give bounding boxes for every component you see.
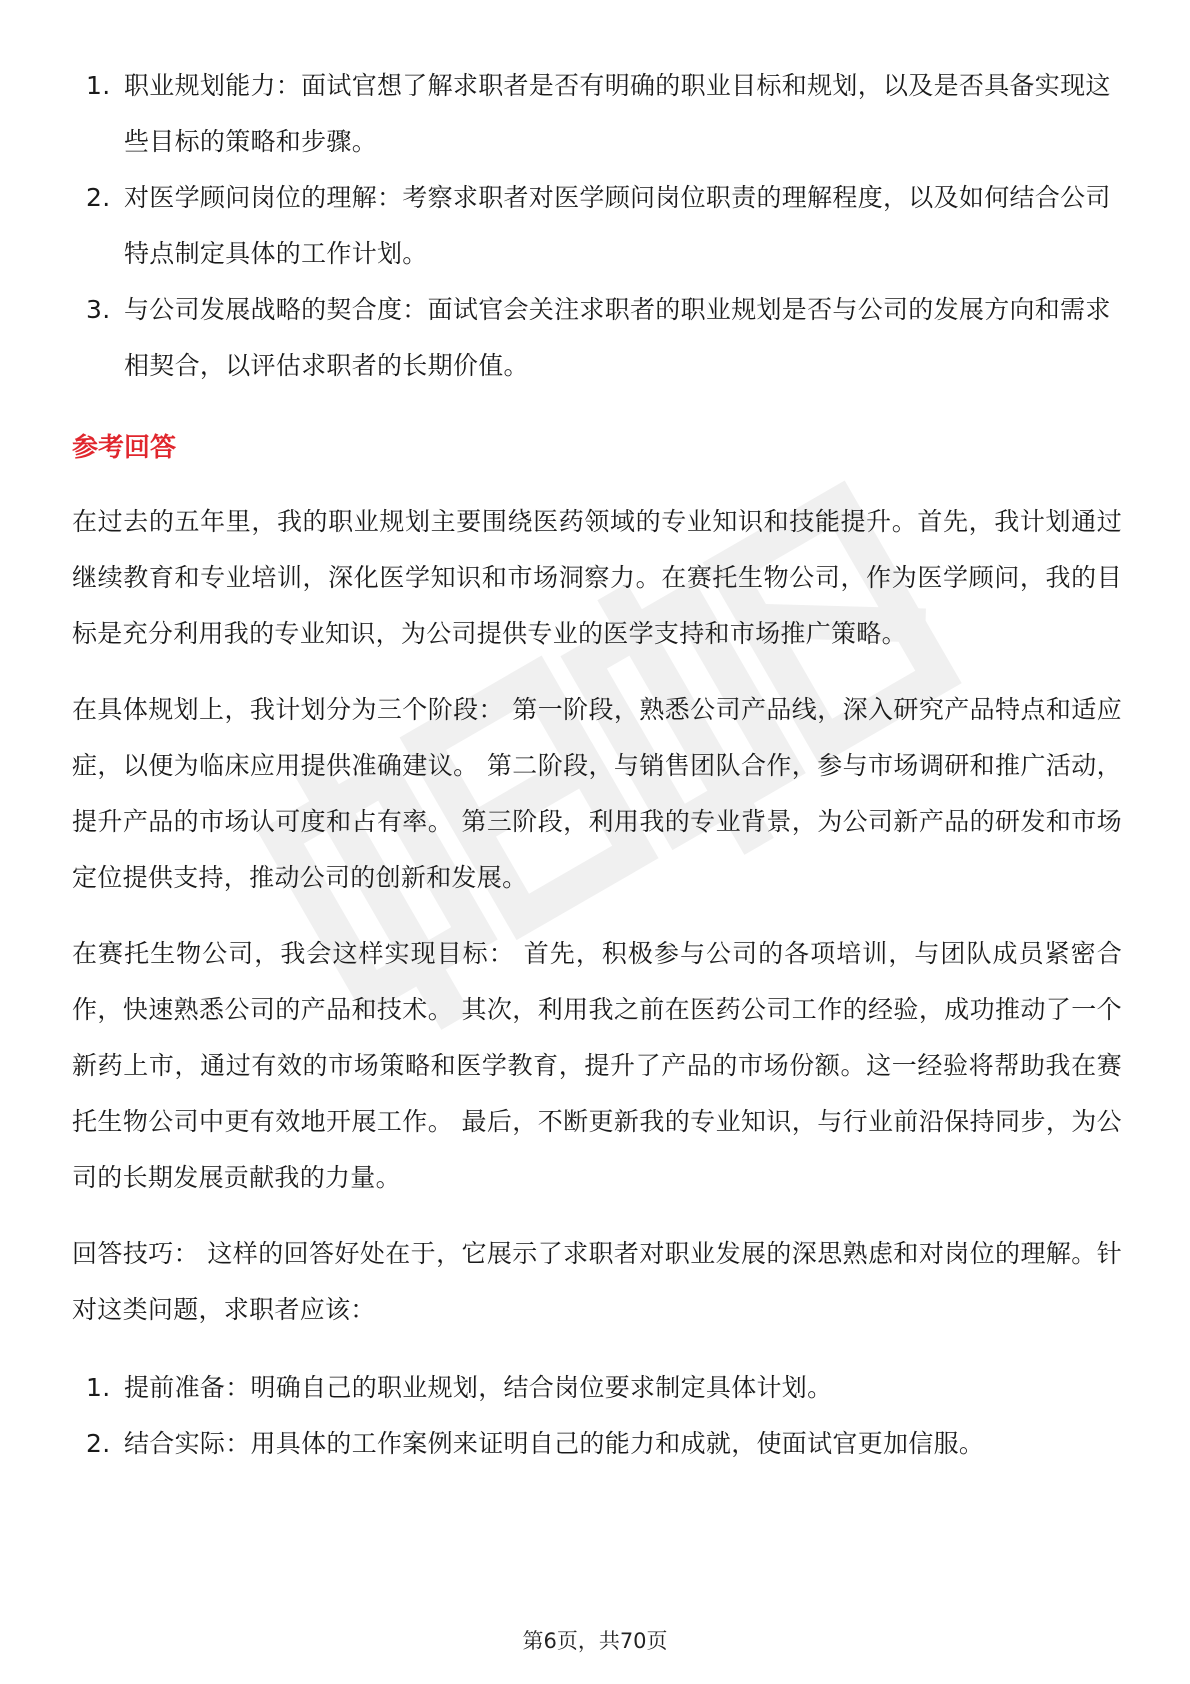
list-item-text: 职业规划能力：面试官想了解求职者是否有明确的职业目标和规划，以及是否具备实现这些目标的策略和步骤。 (124, 71, 1111, 156)
list-number: 2. (86, 1429, 111, 1458)
evaluation-criteria-list (72, 58, 1122, 394)
document-page (72, 58, 1122, 1472)
list-item (72, 170, 1122, 282)
list-number: 2. (86, 183, 111, 212)
list-number: 3. (86, 295, 111, 324)
list-item-text: 提前准备：明确自己的职业规划，结合岗位要求制定具体计划。 (124, 1373, 833, 1402)
list-item (72, 1360, 1122, 1416)
list-item-text: 结合实际：用具体的工作案例来证明自己的能力和成就，使面试官更加信服。 (124, 1429, 985, 1458)
list-number: 1. (86, 1373, 111, 1402)
list-item-text: 与公司发展战略的契合度：面试官会关注求职者的职业规划是否与公司的发展方向和需求相契合，以评估求职者的长期价值。 (124, 295, 1111, 380)
answer-paragraph: 在具体规划上，我计划分为三个阶段： 第一阶段，熟悉公司产品线，深入研究产品特点和适应症，以便为临床应用提供准确建议。 第二阶段，与销售团队合作，参与市场调研和推广活动，提升产品的市场认可度和占有率。 第三阶段，利用我的专业背景，为公司新产品的研发和市场定位提供支持，推动公司的创新和发展。 (72, 695, 1122, 892)
list-item (72, 1416, 1122, 1472)
section-title: 参考回答 (72, 433, 177, 463)
list-item (72, 58, 1122, 170)
tips-list (72, 1360, 1122, 1472)
answer-paragraph: 在赛托生物公司，我会这样实现目标： 首先，积极参与公司的各项培训，与团队成员紧密合作，快速熟悉公司的产品和技术。 其次，利用我之前在医药公司工作的经验，成功推动了一个新药上市，通过有效的市场策略和医学教育，提升了产品的市场份额。这一经验将帮助我在赛托生物公司中更有效地开展工作。 最后，不断更新我的专业知识，与行业前沿保持同步，为公司的长期发展贡献我的力量。 (72, 939, 1122, 1192)
list-item-text: 对医学顾问岗位的理解：考察求职者对医学顾问岗位职责的理解程度，以及如何结合公司特点制定具体的工作计划。 (124, 183, 1111, 268)
answer-paragraph: 在过去的五年里，我的职业规划主要围绕医药领域的专业知识和技能提升。首先，我计划通过继续教育和专业培训，深化医学知识和市场洞察力。在赛托生物公司，作为医学顾问，我的目标是充分利用我的专业知识，为公司提供专业的医学支持和市场推广策略。 (72, 507, 1122, 648)
page-footer: 第6页，共70页 (522, 1629, 668, 1653)
tips-intro: 回答技巧： 这样的回答好处在于，它展示了求职者对职业发展的深思熟虑和对岗位的理解。针对这类问题，求职者应该： (72, 1239, 1122, 1324)
list-item (72, 282, 1122, 394)
list-number: 1. (86, 71, 111, 100)
